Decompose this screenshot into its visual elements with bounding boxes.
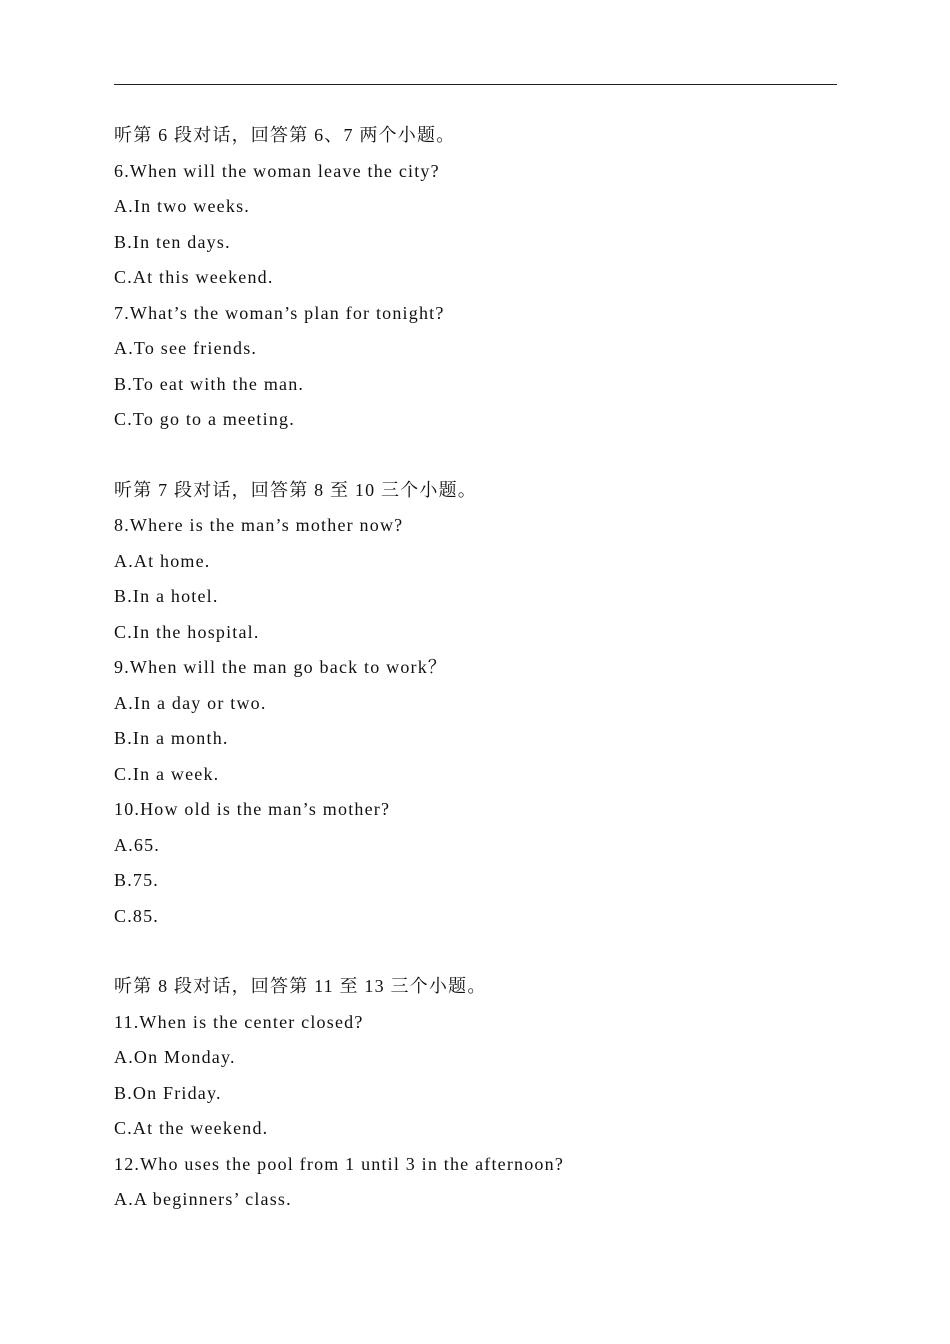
option-a: A.In two weeks. (114, 196, 250, 216)
question-9: 9.When will the man go back to work？ (114, 657, 448, 677)
question-12: 12.Who uses the pool from 1 until 3 in the afternoon? (114, 1153, 565, 1174)
option-a: A.In a day or two. (114, 692, 267, 713)
dialogue-section-6 (114, 118, 837, 438)
option-b: B.In ten days. (114, 231, 231, 252)
section-instruction: 听第 7 段对话，回答第 8 至 10 三个小题。 (114, 479, 477, 500)
question-8: 8.Where is the man’s mother now? (114, 515, 404, 535)
option-a: A.A beginners’ class. (114, 1189, 292, 1209)
document-body (114, 118, 837, 1218)
option-c: C.85. (114, 905, 160, 926)
header-rule (114, 84, 837, 85)
option-a: A.At home. (114, 550, 211, 571)
option-c: C.At this weekend. (114, 267, 274, 287)
option-b: B.To eat with the man. (114, 373, 305, 394)
option-b: B.On Friday. (114, 1082, 222, 1103)
section-instruction: 听第 8 段对话，回答第 11 至 13 三个小题。 (114, 976, 487, 996)
option-b: B.In a hotel. (114, 586, 219, 606)
option-b: B.75. (114, 870, 160, 890)
option-c: C.In the hospital. (114, 621, 260, 642)
question-10: 10.How old is the man’s mother? (114, 799, 391, 819)
section-instruction: 听第 6 段对话，回答第 6、7 两个小题。 (114, 125, 456, 145)
question-7: 7.What’s the woman’s plan for tonight? (114, 302, 445, 323)
option-a: A.To see friends. (114, 338, 258, 358)
option-a: A.65. (114, 834, 160, 855)
question-6: 6.When will the woman leave the city? (114, 160, 440, 181)
option-c: C.At the weekend. (114, 1118, 269, 1138)
question-11: 11.When is the center closed? (114, 1011, 364, 1032)
dialogue-section-8 (114, 969, 837, 1218)
option-c: C.To go to a meeting. (114, 409, 295, 429)
option-b: B.In a month. (114, 728, 229, 748)
option-c: C.In a week. (114, 763, 220, 784)
option-a: A.On Monday. (114, 1047, 236, 1067)
dialogue-section-7 (114, 473, 837, 935)
